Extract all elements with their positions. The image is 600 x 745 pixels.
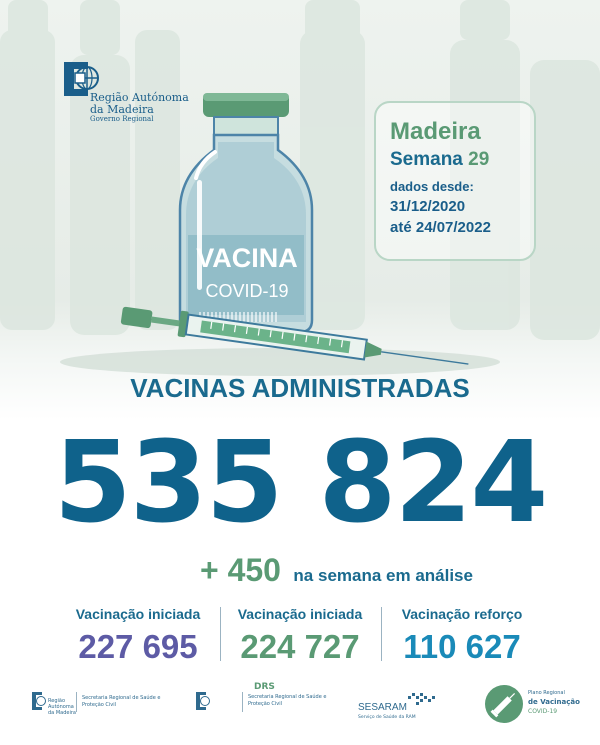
stat-value: 227 695 — [78, 628, 198, 665]
stat-value: 110 627 — [403, 628, 521, 665]
region-name-line1: Região Autónoma — [90, 91, 189, 104]
sesaram-dots-icon — [408, 690, 436, 706]
region-name-line2: da Madeira — [90, 103, 154, 117]
stat-second-dose — [220, 606, 380, 666]
region-name — [90, 92, 189, 124]
total-vaccines: 535 824 — [53, 418, 547, 548]
footer-logo1-sub: Secretaria Regional de Saúde e Proteção Civil — [82, 695, 161, 708]
footer-logo2-tag: DRS — [254, 682, 275, 692]
region-mini-logo-icon — [196, 692, 210, 710]
stat-label: Vacinação iniciada — [75, 606, 201, 622]
footer-logo1-name: Região Autónoma da Madeira — [48, 698, 76, 716]
footer-logo4-line2: de Vacinação — [528, 698, 580, 706]
footer-divider — [242, 692, 243, 712]
footer-logo-drs — [196, 682, 336, 718]
vaccination-plan-icon — [484, 684, 524, 724]
section-title: VACINAS ADMINISTRADAS — [130, 373, 470, 403]
week-number: 29 — [468, 149, 490, 170]
week-heading — [390, 149, 534, 171]
footer-divider — [76, 692, 77, 712]
end-date: até 24/07/2022 — [390, 219, 491, 236]
stat-label: Vacinação reforço — [401, 606, 523, 622]
stat-first-dose — [58, 606, 218, 666]
weekly-increase-label: na semana em análise — [293, 566, 473, 585]
vial-sublabel: COVID-19 — [205, 281, 289, 301]
footer-logo-region — [32, 690, 172, 720]
region-mini-logo-icon — [32, 692, 46, 710]
stat-value: 224 727 — [240, 628, 360, 665]
region-title: Madeira — [390, 118, 481, 145]
region-name-line3: Governo Regional — [90, 115, 154, 124]
vial-label: VACINA — [196, 243, 298, 273]
footer-logo4-line1: Plano Regional — [528, 690, 565, 696]
start-date: 31/12/2020 — [390, 198, 466, 215]
info-box — [374, 101, 536, 261]
weekly-increase — [200, 552, 473, 589]
footer-logo3-sub: Serviço de Saúde da RAM — [358, 715, 416, 720]
footer-logo2-sub: Secretaria Regional de Saúde e Proteção Civil — [248, 694, 327, 707]
footer-logo4-line3: COVID-19 — [528, 708, 558, 715]
footer-logo3-name: SESARAM — [358, 702, 407, 713]
footer-logo-sesaram — [358, 690, 468, 722]
footer-logo-vaccination-plan — [484, 684, 584, 726]
stat-label: Vacinação iniciada — [237, 606, 363, 622]
stat-booster — [382, 606, 542, 666]
weekly-increase-value: + 450 — [200, 552, 281, 588]
data-since-label: dados desde: — [390, 179, 474, 194]
week-label: Semana — [390, 149, 463, 170]
